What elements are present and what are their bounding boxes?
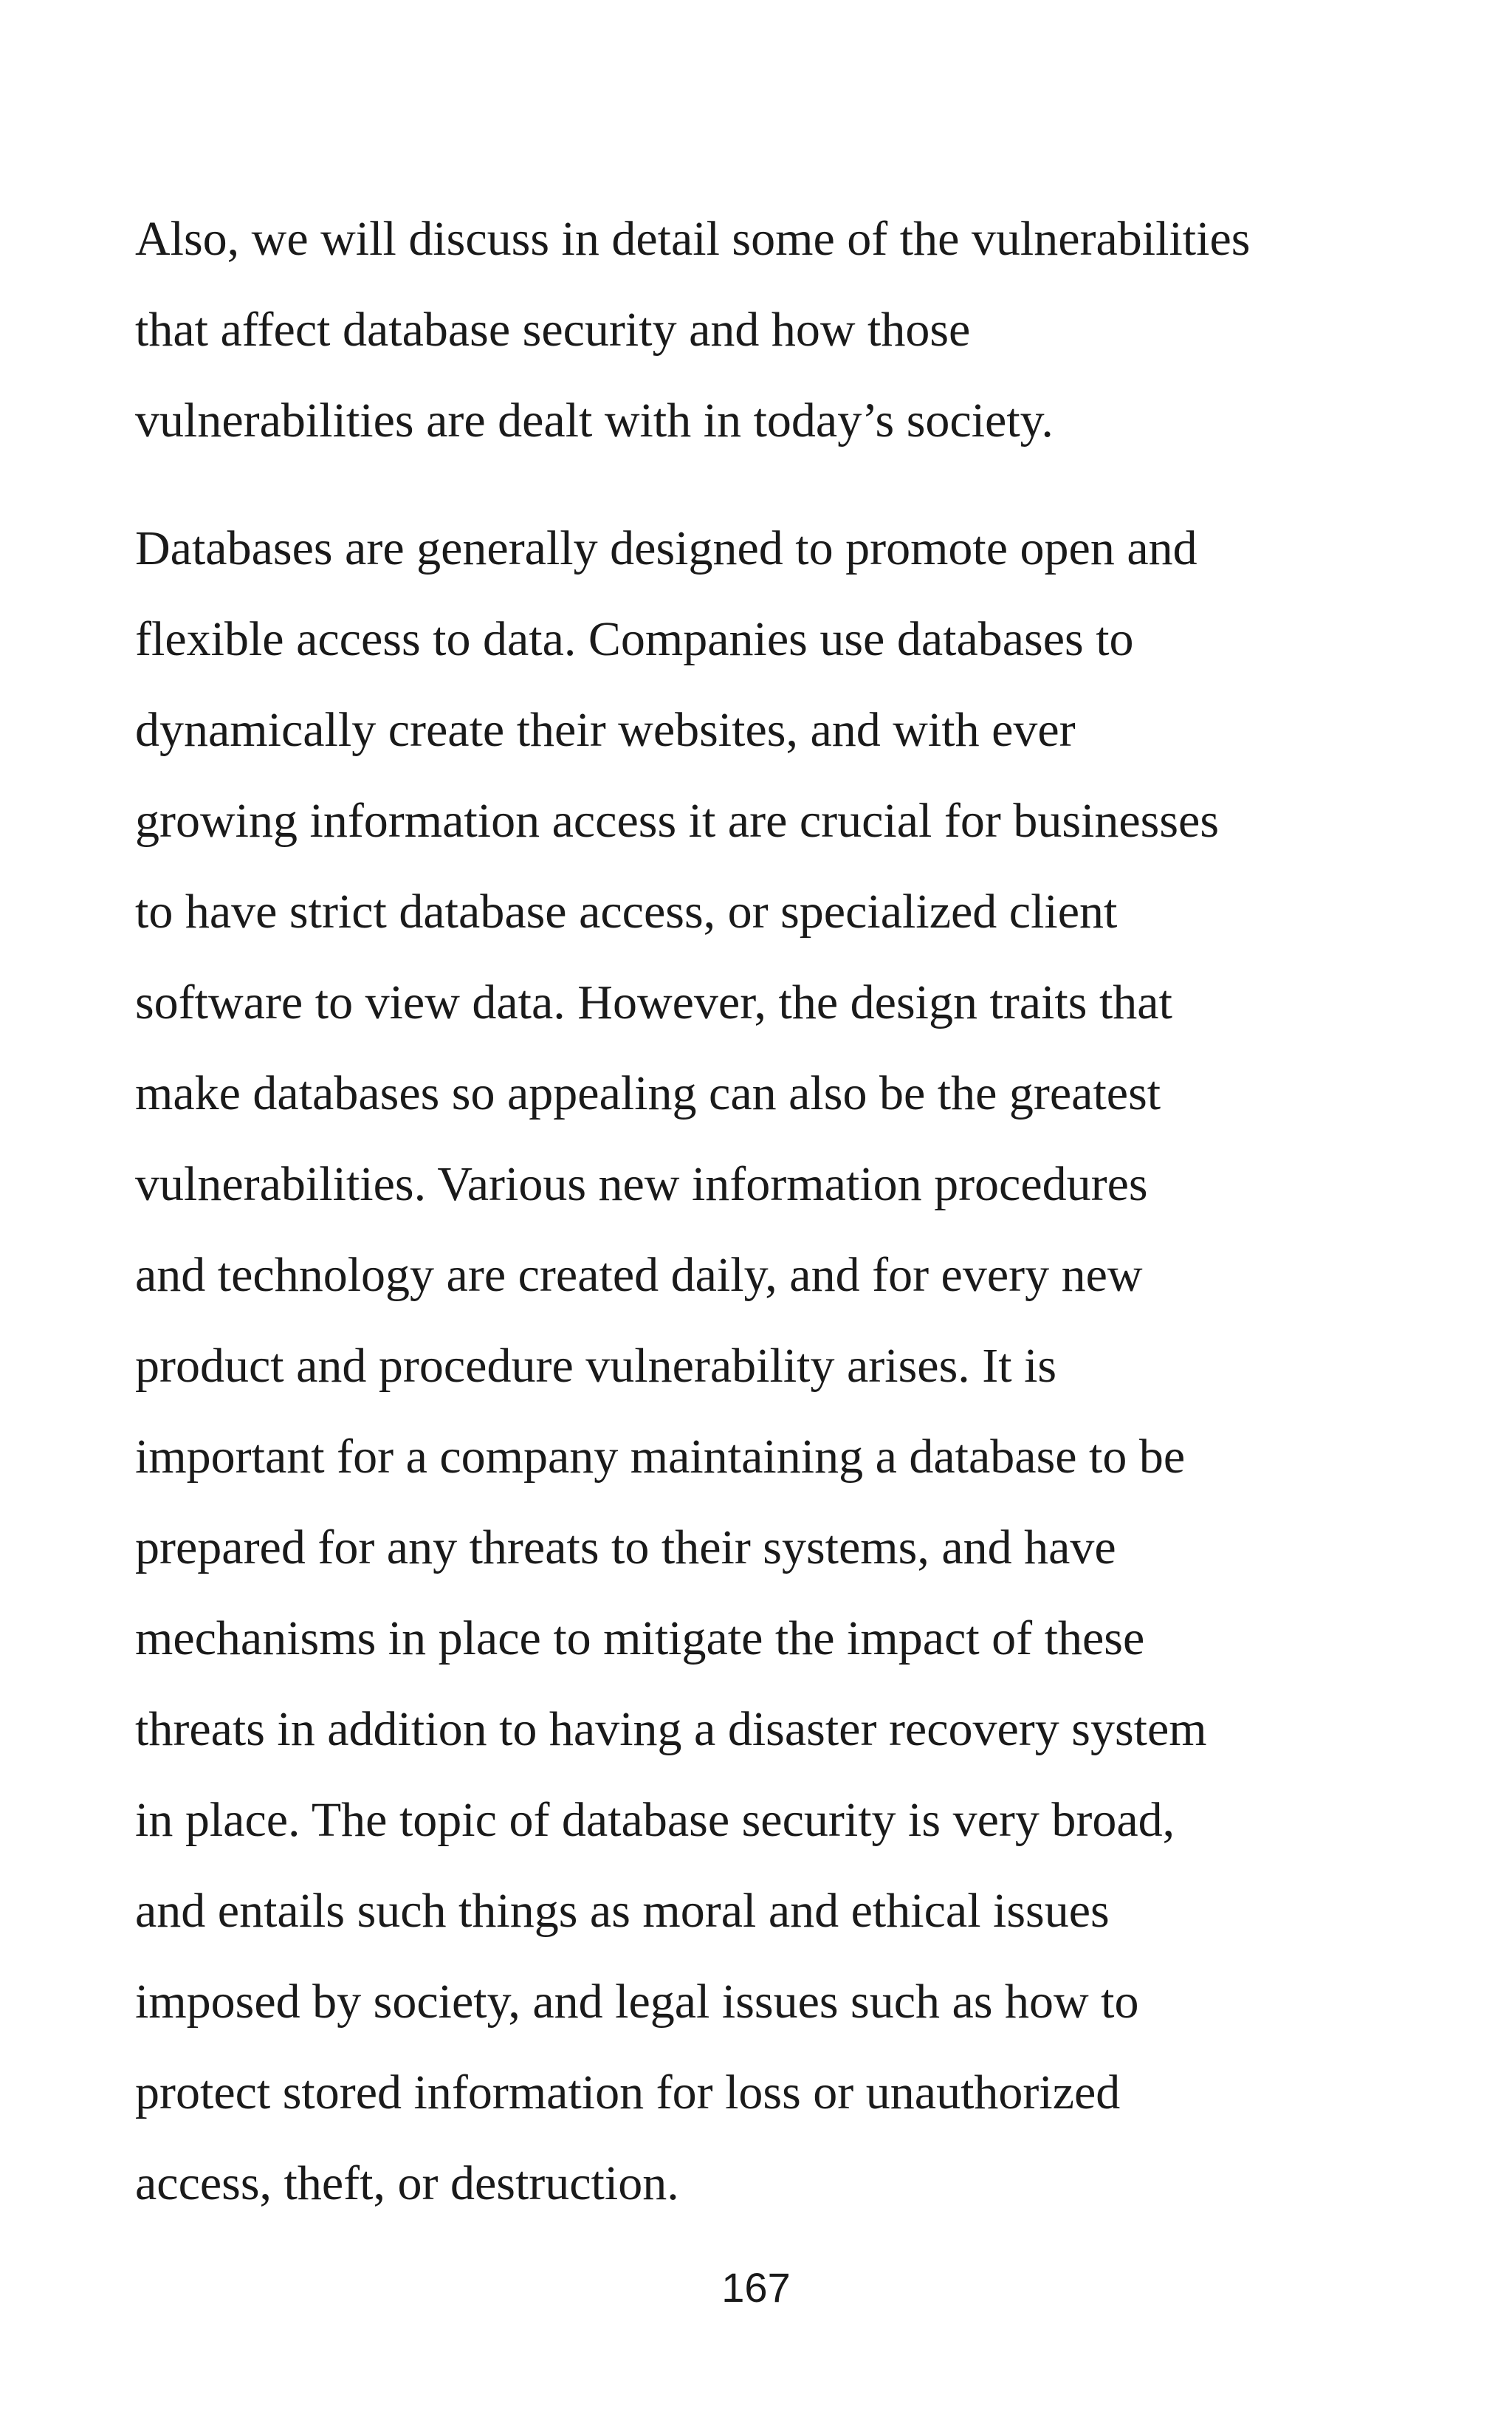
text-line: threats in addition to having a disaster recovery system <box>135 1702 1207 1756</box>
text-line: protect stored information for loss or unauthorized <box>135 2066 1121 2119</box>
text-line: vulnerabilities. Various new information procedures <box>135 1157 1148 1211</box>
text-line: in place. The topic of database security is very broad, <box>135 1793 1175 1847</box>
paragraph-1 <box>135 193 1405 466</box>
text-line: imposed by society, and legal issues such as how to <box>135 1975 1139 2029</box>
text-line: to have strict database access, or specialized client <box>135 885 1118 939</box>
text-line: software to view data. However, the design traits that <box>135 976 1172 1029</box>
text-line: that affect database security and how those <box>135 303 971 357</box>
text-line: growing information access it are crucial for businesses <box>135 794 1220 848</box>
text-line: and technology are created daily, and for every new <box>135 1248 1143 1302</box>
text-line: vulnerabilities are dealt with in today’s society. <box>135 394 1054 448</box>
text-line: prepared for any threats to their systems, and have <box>135 1521 1116 1574</box>
text-line: product and procedure vulnerability arises. It is <box>135 1339 1057 1393</box>
text-line: flexible access to data. Companies use databases to <box>135 612 1134 666</box>
text-line: important for a company maintaining a database to be <box>135 1430 1186 1484</box>
text-line: mechanisms in place to mitigate the impact of these <box>135 1611 1145 1665</box>
text-line: and entails such things as moral and ethical issues <box>135 1884 1110 1938</box>
paragraph-2 <box>135 503 1405 2229</box>
page-number: 167 <box>721 2264 791 2311</box>
text-line: Databases are generally designed to promote open and <box>135 521 1197 575</box>
body-text <box>135 193 1405 2229</box>
text-line: dynamically create their websites, and with ever <box>135 703 1076 757</box>
text-line: Also, we will discuss in detail some of the vulnerabilities <box>135 212 1251 266</box>
text-line: access, theft, or destruction. <box>135 2156 679 2210</box>
text-line: make databases so appealing can also be the greatest <box>135 1066 1161 1120</box>
